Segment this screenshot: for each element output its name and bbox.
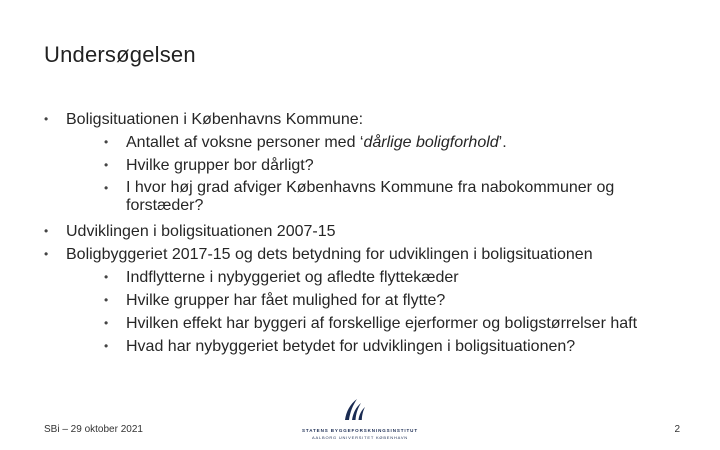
list-item [44, 243, 684, 266]
bullet-icon: • [104, 181, 109, 195]
list-item [44, 177, 684, 220]
list-item-text: Boligsituationen i Københavns Kommune: [66, 111, 364, 128]
bullet-icon: • [104, 293, 109, 307]
list-item [44, 131, 684, 154]
list-item-text: Hvad har nybyggeriet betydet for udviklingen i boligsituationen? [126, 338, 576, 355]
bullet-icon: • [44, 112, 49, 126]
list-item-emphasis: dårlige boligforhold [363, 134, 499, 151]
bullet-list [44, 108, 684, 358]
list-item-text: Hvilke grupper bor dårligt? [126, 157, 314, 174]
list-item-text: Hvilke grupper har fået mulighed for at flytte? [126, 292, 446, 309]
list-item-text: Indflytterne i nybyggeriet og afledte flyttekæder [126, 269, 459, 286]
list-item-text: Hvilken effekt har byggeri af forskellige ejerformer og boligstørrelser haft [126, 315, 638, 332]
list-item [44, 220, 684, 243]
list-item-text-end: ’. [498, 134, 507, 151]
footer-date: SBi – 29 oktober 2021 [44, 424, 143, 435]
list-item-text: I hvor høj grad afviger Københavns Kommune fra nabokommuner og forstæder? [126, 179, 615, 214]
list-item [44, 108, 684, 131]
list-item-text: Antallet af voksne personer med ‘ [126, 134, 364, 151]
sbi-logo-icon [342, 398, 368, 422]
list-item [44, 335, 684, 358]
page-number: 2 [674, 424, 680, 435]
list-item [44, 312, 684, 335]
logo-text-institute: STATENS BYGGEFORSKNINGSINSTITUT [302, 428, 418, 433]
list-item-text: Boligbyggeriet 2017-15 og dets betydning for udviklingen i boligsituationen [66, 246, 593, 263]
list-item-text: Udviklingen i boligsituationen 2007-15 [66, 223, 336, 240]
bullet-icon: • [104, 135, 109, 149]
bullet-icon: • [44, 247, 49, 261]
page-title: Undersøgelsen [44, 42, 196, 67]
bullet-icon: • [104, 270, 109, 284]
list-item [44, 266, 684, 289]
sbi-logo [300, 398, 420, 442]
bullet-icon: • [44, 224, 49, 238]
bullet-icon: • [104, 158, 109, 172]
list-item [44, 154, 684, 177]
bullet-icon: • [104, 339, 109, 353]
logo-text-university: AALBORG UNIVERSITET KØBENHAVN [312, 435, 408, 440]
bullet-icon: • [104, 316, 109, 330]
list-item [44, 289, 684, 312]
